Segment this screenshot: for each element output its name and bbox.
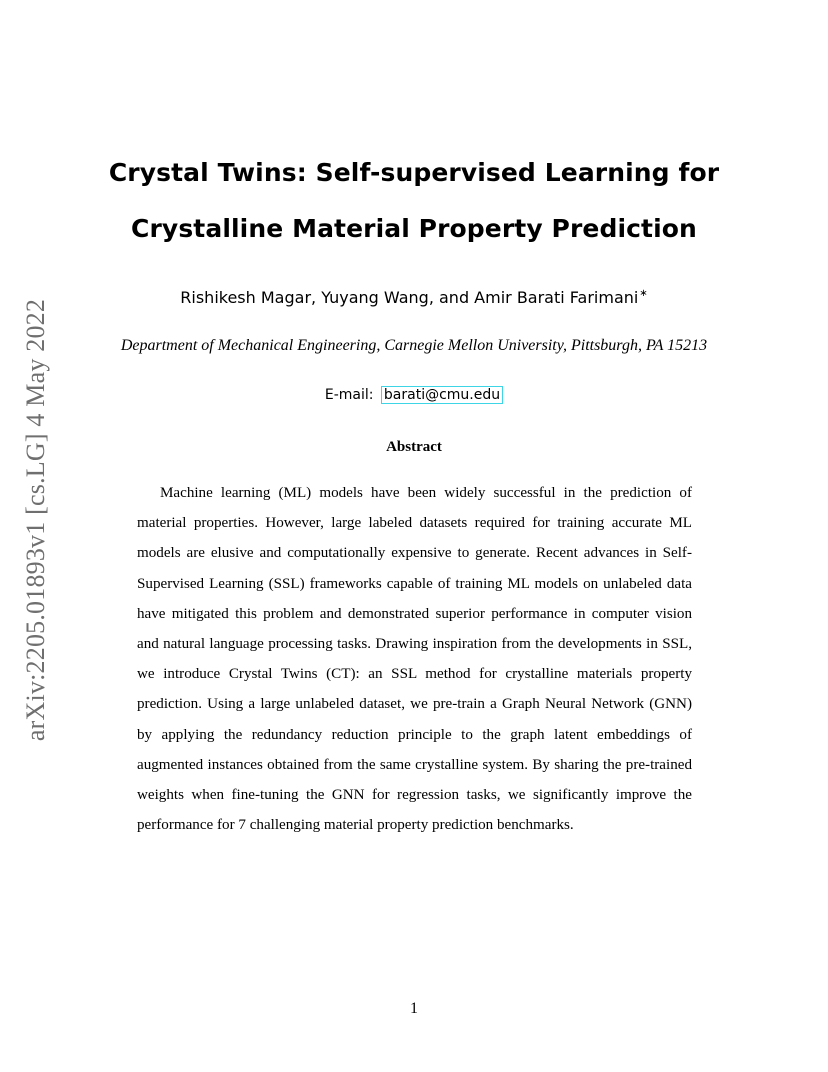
email-label: E-mail: — [324, 387, 374, 403]
corresponding-author-mark: ∗ — [639, 288, 648, 299]
paper-title-line-1: Crystal Twins: Self-supervised Learning for — [108, 158, 720, 187]
abstract-heading: Abstract — [386, 439, 442, 455]
affiliation: Department of Mechanical Engineering, Carnegie Mellon University, Pittsburgh, PA 15213 — [120, 337, 708, 354]
abstract-body: Machine learning (ML) models have been widely successful in the prediction of material properties. However, large labeled datasets required for training accurate ML models are elusive and computationally expensive to generate. Recent advances in Self-Supervised Learning (SSL) frameworks capable of training ML models on unlabeled data have mitigated this problem and demonstrated superior performance in computer vision and natural language processing tasks. Drawing inspiration from the developments in SSL, we introduce Crystal Twins (CT): an SSL method for crystalline materials property prediction. Using a large unlabeled dataset, we pre-train a Graph Neural Network (GNN) by applying the redundancy reduction principle to the graph latent embeddings of augmented instances obtained from the same crystalline system. By sharing the pre-trained weights when fine-tuning the GNN for regression tasks, we significantly improve the performance for 7 challenging material property prediction benchmarks. — [137, 485, 692, 834]
author-names: Rishikesh Magar, Yuyang Wang, and Amir Barati Farimani — [180, 288, 639, 307]
arxiv-identifier-text: arXiv:2205.01893v1 [cs.LG] 4 May 2022 — [21, 298, 50, 742]
email-link[interactable]: barati@cmu.edu — [381, 386, 503, 404]
email-line — [0, 386, 828, 404]
page-number: 1 — [410, 1000, 418, 1017]
paper-title-line-2: Crystalline Material Property Prediction — [131, 214, 697, 243]
arxiv-identifier — [12, 285, 60, 755]
author-list — [0, 288, 828, 307]
